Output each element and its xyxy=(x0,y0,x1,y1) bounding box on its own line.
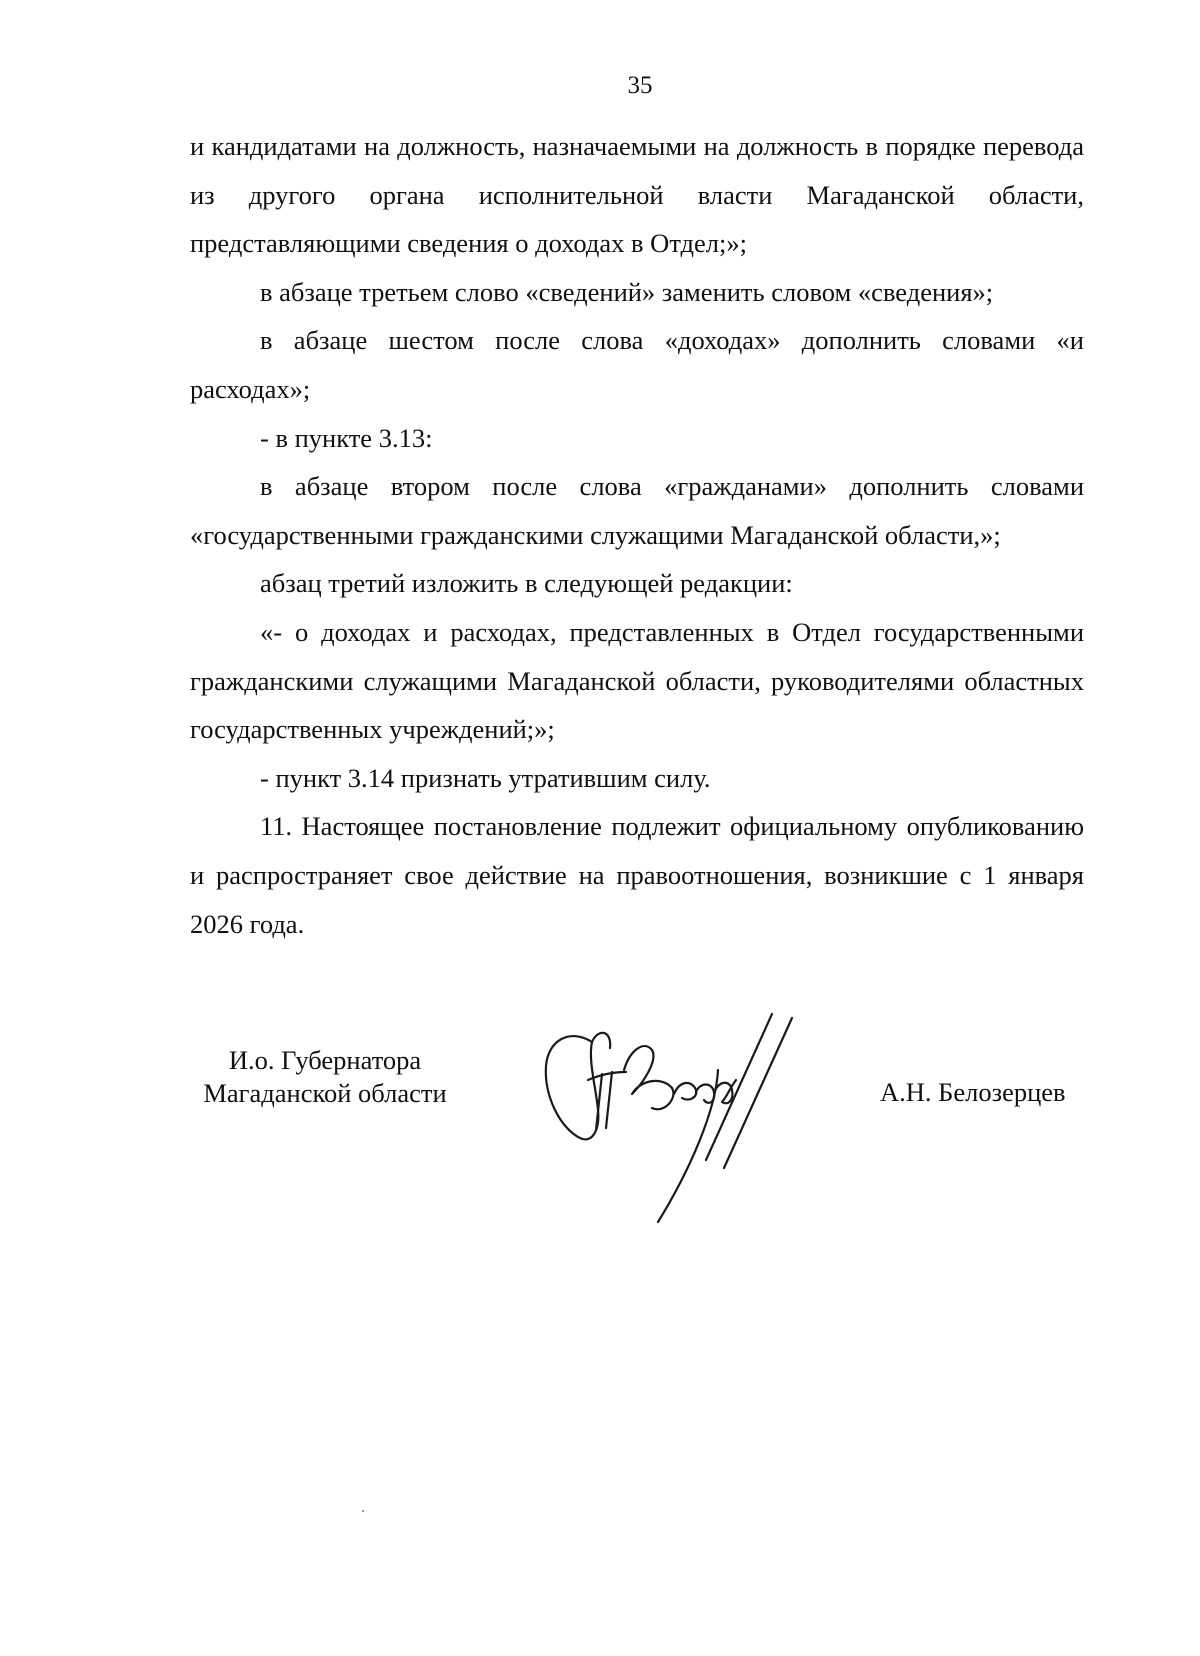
paragraph-third-abzac-new-edition: абзац третий изложить в следующей редакции: xyxy=(260,568,793,599)
signatory-position xyxy=(190,1044,460,1110)
paragraph-item-3-13: - в пункте 3.13: xyxy=(260,422,433,453)
paragraph-clause-11: 11. Настоящее постановление подлежит официальному опубликованию и распространяет свое действие на правоотношения, возникшие с 1 января 2026 года. xyxy=(190,811,1084,939)
paragraph-quoted-new-text: «- о доходах и расходах, представленных в Отдел государственными гражданскими служащими Магаданской области, руководителями областных государственных учреждений;»; xyxy=(190,616,1084,745)
paragraph-amendment-third-abzac: в абзаце третьем слово «сведений» заменить словом «сведения»; xyxy=(260,276,994,307)
paragraph-amendment-second-abzac: в абзаце втором после слова «гражданами» дополнить словами «государственными гражданскими служащими Магаданской области,»; xyxy=(190,471,1084,550)
document-body xyxy=(190,122,1084,948)
scan-speck xyxy=(362,1510,364,1512)
paragraph-continuation: и кандидатами на должность, назначаемыми на должность в порядке перевода из другого органа исполнительной власти Магаданской области, представляющими сведения о доходах в Отдел;»; xyxy=(190,131,1084,259)
handwritten-signature xyxy=(540,1010,830,1230)
paragraph-item-3-14: - пункт 3.14 признать утратившим силу. xyxy=(260,762,711,793)
page-number: 35 xyxy=(627,72,653,99)
signatory-position-line-1: И.о. Губернатора xyxy=(228,1045,422,1075)
signatory-position-line-2: Магаданской области xyxy=(203,1078,447,1108)
signatory-name: А.Н. Белозерцев xyxy=(880,1077,1066,1107)
paragraph-amendment-sixth-abzac: в абзаце шестом после слова «доходах» дополнить словами «и расходах»; xyxy=(190,325,1084,404)
